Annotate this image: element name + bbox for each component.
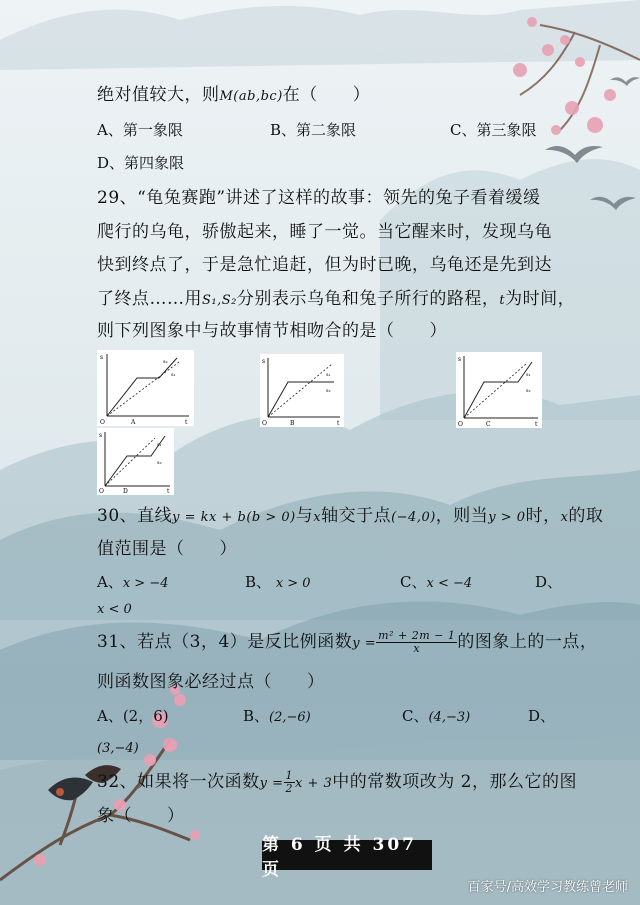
q30-text-d: ，则当 xyxy=(435,506,489,526)
q32-fraction: $\frac{1}{2}$ xyxy=(285,769,294,795)
graph-d-s-label: s xyxy=(99,432,103,439)
q29-line-2: 爬行的乌龟，骄傲起来，睡了一觉。当它醒来时，发现乌龟 xyxy=(97,222,552,242)
q31-fn-y: y = xyxy=(352,636,377,651)
q28-text-end: 在（ ） xyxy=(282,85,371,105)
q32-text-a: 32、如果将一次函数 xyxy=(97,772,260,792)
q29-graph-c xyxy=(456,352,542,428)
q30-option-a: A、x > −4 xyxy=(97,573,169,591)
graph-b-s1: s₁ xyxy=(326,372,331,378)
graph-a-s2: s₂ xyxy=(163,359,168,365)
q31-option-b: B、(2,−6) xyxy=(243,707,311,725)
graph-d-t-label: t xyxy=(167,488,170,495)
q29-line-4 xyxy=(97,288,575,312)
q29-line-4a: 了终点……用 xyxy=(97,289,202,309)
graph-d-s2: s₂ xyxy=(157,460,162,466)
q31-line-1 xyxy=(97,630,597,655)
q29-graph-d xyxy=(97,428,174,495)
q31-option-d: D、 xyxy=(528,707,556,725)
page-number-badge: 第 6 页 共 307 页 xyxy=(262,840,432,870)
q28-option-d: D、第四象限 xyxy=(97,154,185,172)
graph-d-letter: D xyxy=(123,488,128,495)
q30-line-2: 值范围是（ ） xyxy=(97,539,237,559)
graph-c-s2: s₂ xyxy=(526,388,531,394)
q30-point-math: (−4,0) xyxy=(391,510,436,525)
q31-option-a: A、(2，6) xyxy=(97,707,169,725)
graph-c-s-label: s xyxy=(458,356,462,363)
graph-c-origin: O xyxy=(458,421,463,428)
q30-text-b: 与 xyxy=(295,506,314,526)
q28-option-b: B、第二象限 xyxy=(270,121,357,139)
q30-line-1 xyxy=(97,505,603,529)
q31-option-c: C、(4,−3) xyxy=(402,707,471,725)
graph-d-origin: O xyxy=(99,488,104,495)
graph-b-origin: O xyxy=(262,420,267,427)
q29-line-4b: 分别表示乌龟和兔子所行的路程， xyxy=(236,289,500,309)
q31-line-2: 则函数图象必经过点（ ） xyxy=(97,672,325,692)
q30-option-d: D、 xyxy=(535,573,563,591)
q32-text-b: 中的常数项改为 2，那么它的图 xyxy=(332,772,578,792)
graph-c-letter: C xyxy=(486,421,491,428)
q30-text-f: 的取 xyxy=(568,506,604,526)
q32-line-2: 象（ ） xyxy=(97,806,185,826)
graph-a-s1: s₁ xyxy=(171,372,176,378)
q30-text-a: 30、直线 xyxy=(97,506,173,526)
q29-line-1: 29、“龟兔赛跑”讲述了这样的故事：领先的兔子看着缓缓 xyxy=(97,188,541,208)
q29-line-3: 快到终点了，于是急忙追赶，但为时已晚，乌龟还是先到达 xyxy=(97,255,552,275)
q30-line-math: y = kx + b(b > 0) xyxy=(172,510,296,525)
graph-b-letter: B xyxy=(290,420,295,427)
q28-option-c: C、第三象限 xyxy=(450,121,537,139)
q29-graph-b xyxy=(260,354,344,427)
graph-b-s2: s₂ xyxy=(326,388,331,394)
q30-option-c: C、x < −4 xyxy=(400,573,473,591)
graph-a-origin: O xyxy=(100,419,105,426)
graph-a-t-label: t xyxy=(185,419,188,426)
graph-c-t-label: t xyxy=(535,421,538,428)
q32-fn-y: y = xyxy=(259,776,284,791)
q32-line-1 xyxy=(97,770,577,795)
q29-t-math: t xyxy=(499,293,506,308)
q28-math: M(ab,bc) xyxy=(219,89,283,104)
q30-x2-math: x xyxy=(560,510,569,525)
q31-text-a: 31、若点（3，4）是反比例函数 xyxy=(97,632,353,652)
q29-line-4c: 为时间， xyxy=(505,289,576,309)
q30-cond-math: y > 0 xyxy=(488,510,526,525)
q28-text: 绝对值较大，则 xyxy=(97,85,220,105)
graph-a-letter: A xyxy=(131,419,136,426)
source-watermark: 百家号/高效学习教练曾老师 xyxy=(467,880,628,895)
graph-b-s-label: s xyxy=(262,358,266,365)
q30-x-math: x xyxy=(313,510,322,525)
q32-fn-rest: x + 3 xyxy=(295,776,333,791)
q31-option-d-math: (3,−4) xyxy=(97,741,139,756)
q29-s1s2-math: S₁,S₂ xyxy=(202,293,237,308)
q30-option-d-math: x < 0 xyxy=(97,602,132,617)
q29-line-5: 则下列图象中与故事情节相吻合的是（ ） xyxy=(97,321,447,341)
q30-option-b: B、 x > 0 xyxy=(245,573,311,591)
q31-fraction: $\frac{\text{m² + 2m − 1}}{x}$ xyxy=(378,629,456,655)
graph-b-t-label: t xyxy=(337,420,340,427)
q30-text-c: 轴交于点 xyxy=(321,506,392,526)
q31-text-b: 的图象上的一点， xyxy=(457,632,598,652)
q28-option-a: A、第一象限 xyxy=(97,121,183,139)
q28-tail-line xyxy=(97,84,370,108)
graph-d-s1: s₁ xyxy=(157,442,162,448)
graph-c-s1: s₁ xyxy=(526,372,531,378)
graph-a-s-label: s xyxy=(100,354,104,361)
q30-text-e: 时， xyxy=(525,506,561,526)
q29-graph-a xyxy=(97,350,194,426)
